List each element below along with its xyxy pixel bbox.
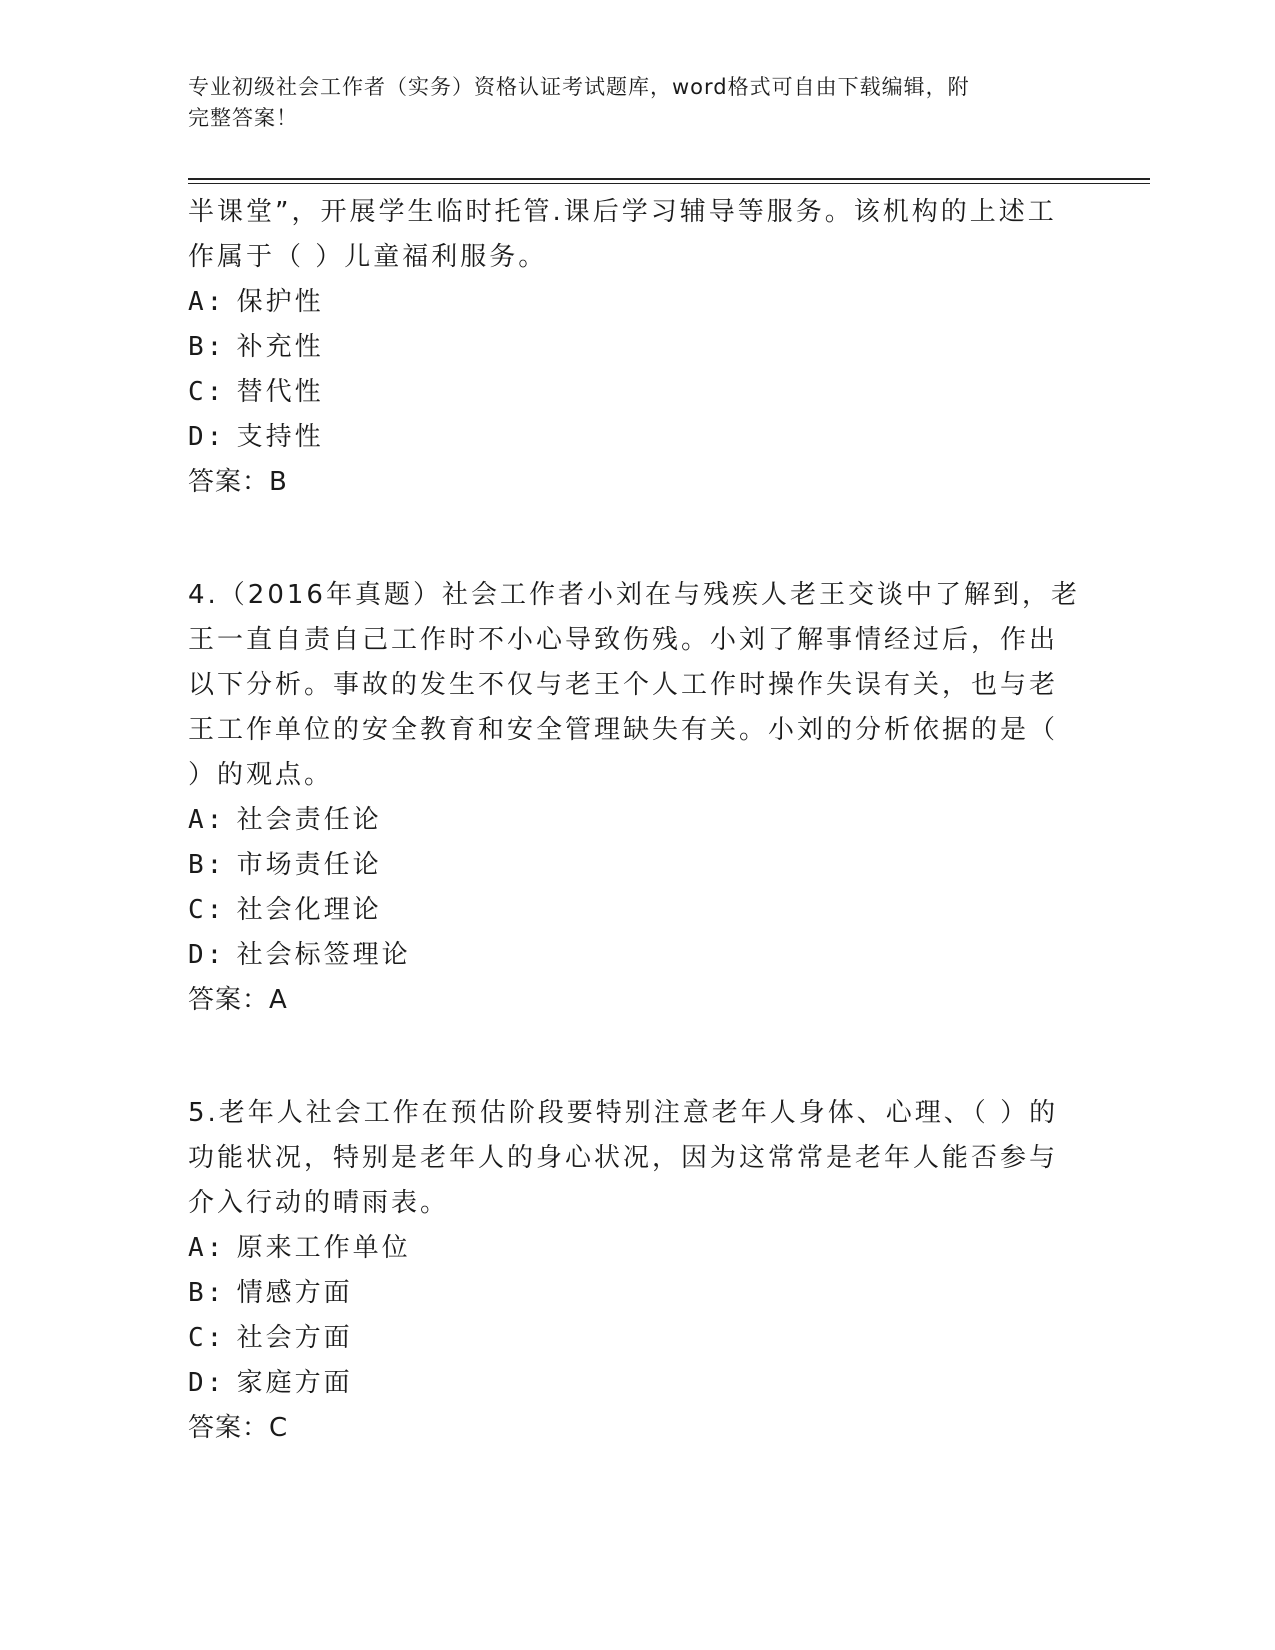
option-letter: C: xyxy=(188,895,226,925)
header-line-2: 完整答案！ xyxy=(188,106,298,130)
option-text: 原来工作单位 xyxy=(236,1233,411,1263)
option-text: 社会方面 xyxy=(236,1323,353,1353)
option-letter: A: xyxy=(188,287,226,317)
option-text: 社会责任论 xyxy=(236,805,382,835)
question-block xyxy=(188,573,1088,1023)
question-line: 王工作单位的安全教育和安全管理缺失有关。小刘的分析依据的是（ xyxy=(188,715,1059,745)
option-text: 家庭方面 xyxy=(236,1368,353,1398)
question-line: ）的观点。 xyxy=(188,760,334,790)
option-letter: D: xyxy=(188,422,226,452)
option-a xyxy=(188,798,1088,843)
option-letter: A: xyxy=(188,805,226,835)
option-letter: D: xyxy=(188,940,226,970)
option-b xyxy=(188,843,1088,888)
question-list xyxy=(188,190,1088,1451)
header-divider-thick xyxy=(188,178,1150,180)
option-d xyxy=(188,1361,1088,1406)
option-letter: D: xyxy=(188,1368,226,1398)
option-d xyxy=(188,933,1088,978)
header-line-1: 专业初级社会工作者（实务）资格认证考试题库，word格式可自由下载编辑，附 xyxy=(188,75,970,99)
option-letter: C: xyxy=(188,1323,226,1353)
option-text: 保护性 xyxy=(236,287,324,317)
option-b xyxy=(188,1271,1088,1316)
option-letter: B: xyxy=(188,850,226,880)
spacer xyxy=(188,1023,1088,1091)
option-a xyxy=(188,280,1088,325)
question-line: 5.老年人社会工作在预估阶段要特别注意老年人身体、心理、（ ）的 xyxy=(188,1098,1059,1128)
option-c xyxy=(188,888,1088,933)
option-text: 社会标签理论 xyxy=(236,940,411,970)
question-line: 介入行动的晴雨表。 xyxy=(188,1188,450,1218)
question-line: 4.（2016年真题）社会工作者小刘在与残疾人老王交谈中了解到，老 xyxy=(188,580,1080,610)
option-text: 社会化理论 xyxy=(236,895,382,925)
option-d xyxy=(188,415,1088,460)
spacer xyxy=(188,505,1088,573)
option-c xyxy=(188,1316,1088,1361)
option-text: 补充性 xyxy=(236,332,324,362)
question-line: 以下分析。事故的发生不仅与老王个人工作时操作失误有关，也与老 xyxy=(188,670,1059,700)
header-divider-thin xyxy=(188,183,1150,184)
answer-line: 答案：A xyxy=(188,985,288,1015)
option-text: 替代性 xyxy=(236,377,324,407)
option-letter: B: xyxy=(188,1278,226,1308)
answer-line: 答案：B xyxy=(188,467,288,497)
question-block xyxy=(188,190,1088,505)
option-a xyxy=(188,1226,1088,1271)
question-line: 半课堂”，开展学生临时托管.课后学习辅导等服务。该机构的上述工 xyxy=(188,197,1057,227)
question-line: 王一直自责自己工作时不小心导致伤残。小刘了解事情经过后，作出 xyxy=(188,625,1059,655)
option-c xyxy=(188,370,1088,415)
option-text: 情感方面 xyxy=(236,1278,353,1308)
option-letter: B: xyxy=(188,332,226,362)
page-header xyxy=(188,72,1088,134)
option-letter: A: xyxy=(188,1233,226,1263)
question-line: 作属于（ ）儿童福利服务。 xyxy=(188,242,548,272)
option-letter: C: xyxy=(188,377,226,407)
question-line: 功能状况，特别是老年人的身心状况，因为这常常是老年人能否参与 xyxy=(188,1143,1059,1173)
question-block xyxy=(188,1091,1088,1451)
option-text: 支持性 xyxy=(236,422,324,452)
option-text: 市场责任论 xyxy=(236,850,382,880)
option-b xyxy=(188,325,1088,370)
answer-line: 答案：C xyxy=(188,1413,289,1443)
